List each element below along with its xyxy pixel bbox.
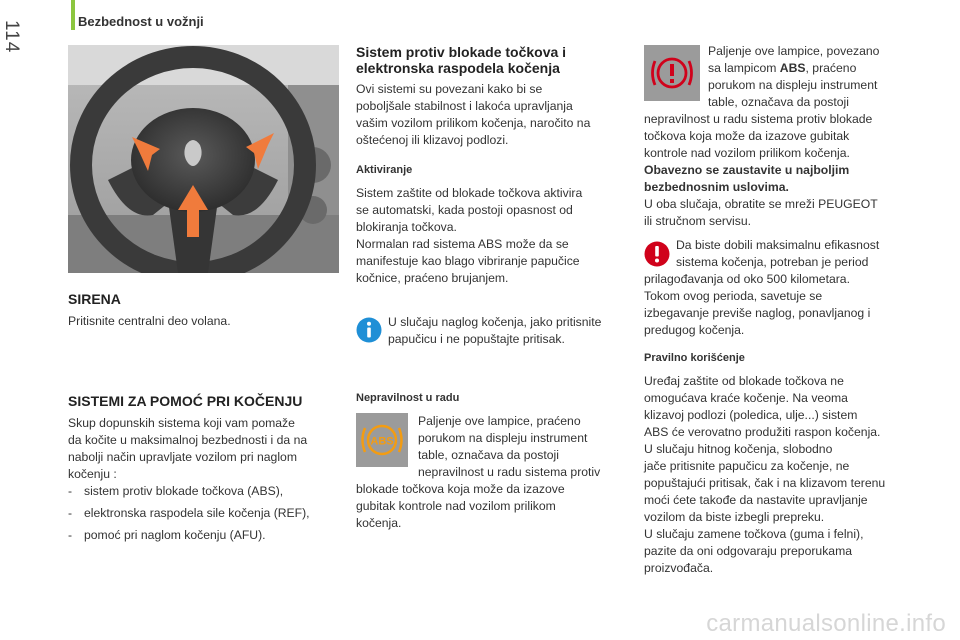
steering-wheel-illustration <box>68 45 339 273</box>
pravilno-heading: Pravilno korišćenje <box>644 352 745 364</box>
sirena-text: Pritisnite centralni deo volana. <box>68 314 231 328</box>
sistemi-intro: Skup dopunskih sistema koji vam pomaže da kočite u maksimalnoj bezbednosti i da na nabolji način upravljate vozilom pri naglom kočenju : <box>68 416 308 481</box>
warning-text-side: Da biste dobili maksimalnu efikasnost sistema kočenja, potreban je period <box>676 238 880 269</box>
section-accent-bar <box>71 0 75 30</box>
list-item: - elektronska raspodela sile kočenja (REF), <box>68 505 348 522</box>
braking-systems-list <box>68 483 348 549</box>
info-note-text: U slučaju naglog kočenja, jako pritisnite papučicu i ne popuštajte pritisak. <box>388 315 602 346</box>
nepravilnost-heading: Nepravilnost u radu <box>356 392 460 404</box>
abs-fault-text-side: Paljenje ove lampice, praćeno porukom na displeju instrument table, označava da postoji nepravilnost u radu sistema protiv <box>418 414 601 479</box>
section-title: Bezbednost u vožnji <box>78 14 204 29</box>
abs-warning-lamp-icon <box>356 413 408 467</box>
abs-intro: Ovi sistemi su povezani kako bi se poboljšale stabilnost i lakoća upravljanja vašim vozilom prilikom kočenja, naročito na oštećenoj ili klizavoj podlozi. <box>356 82 591 147</box>
brake-warning-lamp-icon <box>644 45 700 101</box>
abs-lamp-label: ABS <box>370 435 394 448</box>
sistemi-heading: SISTEMI ZA POMOĆ PRI KOČENJU <box>68 393 303 409</box>
warning-icon <box>644 241 670 267</box>
aktiviranje-text: Sistem zaštite od blokade točkova aktivira se automatski, kada postoji opasnost od blokiranja točkova. Normalan rad sistema ABS može da se manifestuje kao blago vibriranje papučice kočnice, praćeno brujanjem. <box>356 186 583 285</box>
abs-section-heading: Sistem protiv blokade točkova i elektronska raspodela kočenja <box>356 44 567 76</box>
page-number: 114 <box>1 20 22 54</box>
brake-lamp-text-full: nepravilnost u radu sistema protiv blokade točkova koja može da izazove gubitak kontrole nad vozilom prilikom kočenja. Obavezno se zaustavite u najboljim bezbednosnim uslovima. U oba slučaja, obratite se mreži PEUGEOT ili stručnom servisu. <box>644 112 878 228</box>
steering-wheel-photo <box>68 45 339 273</box>
list-item: - sistem protiv blokade točkova (ABS), <box>68 483 348 500</box>
brake-lamp-text-side: Paljenje ove lampice, povezano sa lampicom ABS, praćeno porukom na displeju instrument table, označava da postoji <box>708 44 880 109</box>
pravilno-text: Uređaj zaštite od blokade točkova ne omogućava kraće kočenje. Na veoma klizavoj podlozi (poledica, ulje...) sistem ABS će verovatno produžiti raspon kočenja. U slučaju hitnog kočenja, slobodno jače pritisnite papučicu za kočenje, ne popuštajući pritisak, čak i na klizavom terenu moći ćete takođe da nastavite upravljanje vozilom da biste izbegli prepreku. U slučaju zamene točkova (guma i felni), pazite da oni odgovaraju preporukama proizvođača. <box>644 374 886 575</box>
aktiviranje-heading: Aktiviranje <box>356 164 413 176</box>
list-item: - pomoć pri naglom kočenju (AFU). <box>68 527 348 544</box>
warning-text-full: prilagođavanja od oko 500 kilometara. Tokom ovog perioda, savetuje se izbegavanje previše naglog, ponavljanog i predugog kočenja. <box>644 272 871 337</box>
watermark: carmanualsonline.info <box>706 610 946 637</box>
info-icon <box>356 317 382 343</box>
abs-fault-text-full: blokade točkova koja može da izazove gubitak kontrole nad vozilom prilikom kočenja. <box>356 482 565 530</box>
sirena-heading: SIRENA <box>68 291 121 307</box>
